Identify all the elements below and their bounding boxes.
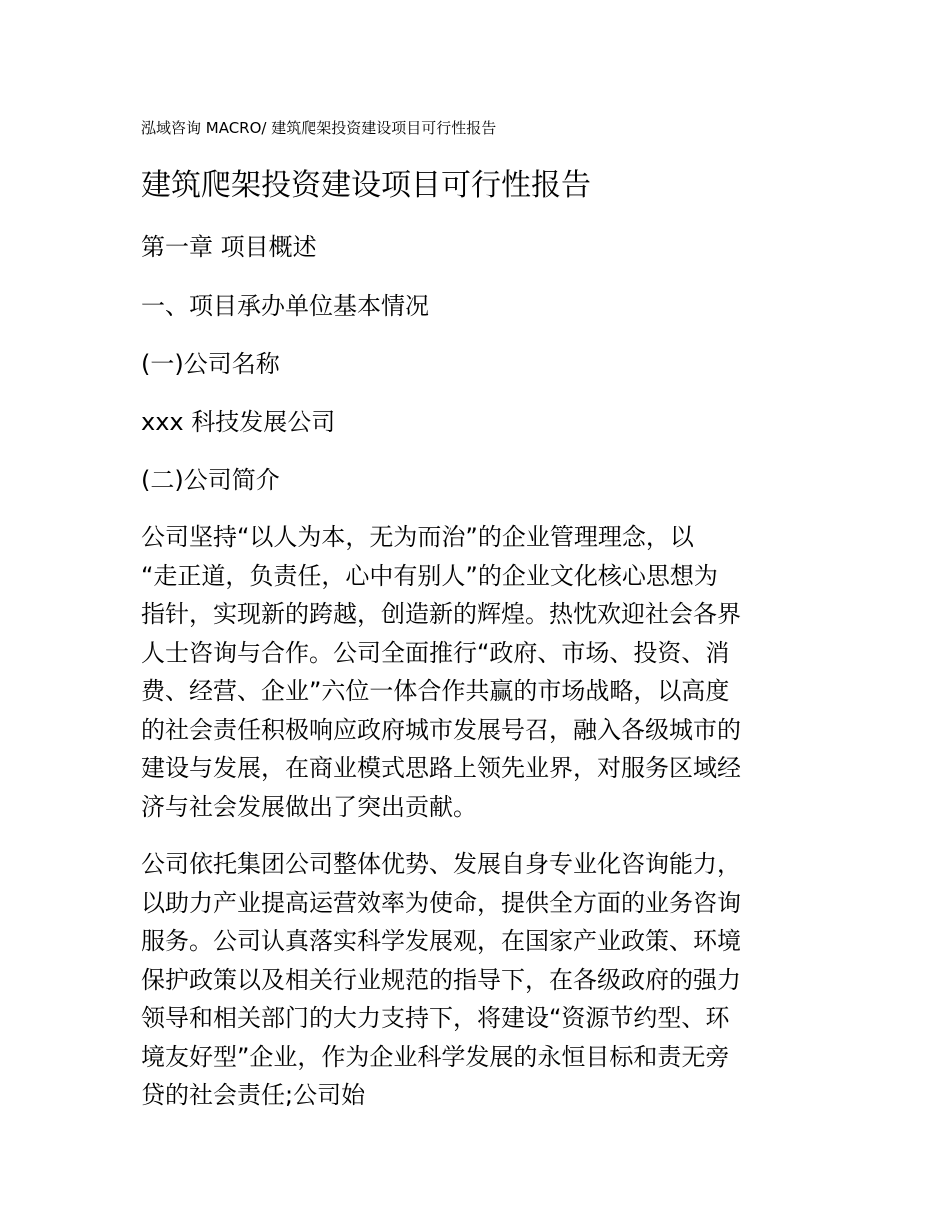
section-heading: 一、项目承办单位基本情况 <box>141 292 429 320</box>
paragraph-line: 的社会责任积极响应政府城市发展号召，融入各级城市的 <box>141 715 741 744</box>
paragraph-line: 公司依托集团公司整体优势、发展自身专业化咨询能力， <box>141 850 741 878</box>
company-name: xxx 科技发展公司 <box>141 408 336 436</box>
paragraph-line: “走正道，负责任，心中有别人”的企业文化核心思想为 <box>141 561 718 590</box>
paragraph-line: 领导和相关部门的大力支持下，将建设“资源节约型、环 <box>141 1004 730 1032</box>
chapter-heading: 第一章 项目概述 <box>141 233 317 261</box>
subsection-heading-company-name: (一)公司名称 <box>141 350 280 378</box>
paragraph-line: 济与社会发展做出了突出贡献。 <box>141 792 477 821</box>
paragraph-line: 保护政策以及相关行业规范的指导下，在各级政府的强力 <box>141 965 741 994</box>
paragraph-line: 指针，实现新的跨越，创造新的辉煌。热忱欢迎社会各界 <box>141 600 741 628</box>
page-header: 泓域咨询 MACRO/ 建筑爬架投资建设项目可行性报告 <box>141 119 497 137</box>
document-title: 建筑爬架投资建设项目可行性报告 <box>141 168 591 203</box>
paragraph-line: 公司坚持“以人为本，无为而治”的企业管理理念，以 <box>141 523 694 551</box>
paragraph-line: 服务。公司认真落实科学发展观，在国家产业政策、环境 <box>141 927 741 955</box>
paragraph-line: 以助力产业提高运营效率为使命，提供全方面的业务咨询 <box>141 888 741 917</box>
paragraph-company-profile-1 <box>141 518 801 826</box>
paragraph-line: 境友好型”企业，作为企业科学发展的永恒目标和责无旁 <box>141 1042 730 1071</box>
subsection-heading-company-profile: (二)公司简介 <box>141 466 280 494</box>
paragraph-line: 贷的社会责任;公司始 <box>141 1081 366 1109</box>
paragraph-company-profile-2 <box>141 845 801 1115</box>
paragraph-line: 建设与发展，在商业模式思路上领先业界，对服务区域经 <box>141 754 741 782</box>
paragraph-line: 费、经营、企业”六位一体合作共赢的市场战略，以高度 <box>141 677 730 705</box>
paragraph-line: 人士咨询与合作。公司全面推行“政府、市场、投资、消 <box>141 638 730 667</box>
